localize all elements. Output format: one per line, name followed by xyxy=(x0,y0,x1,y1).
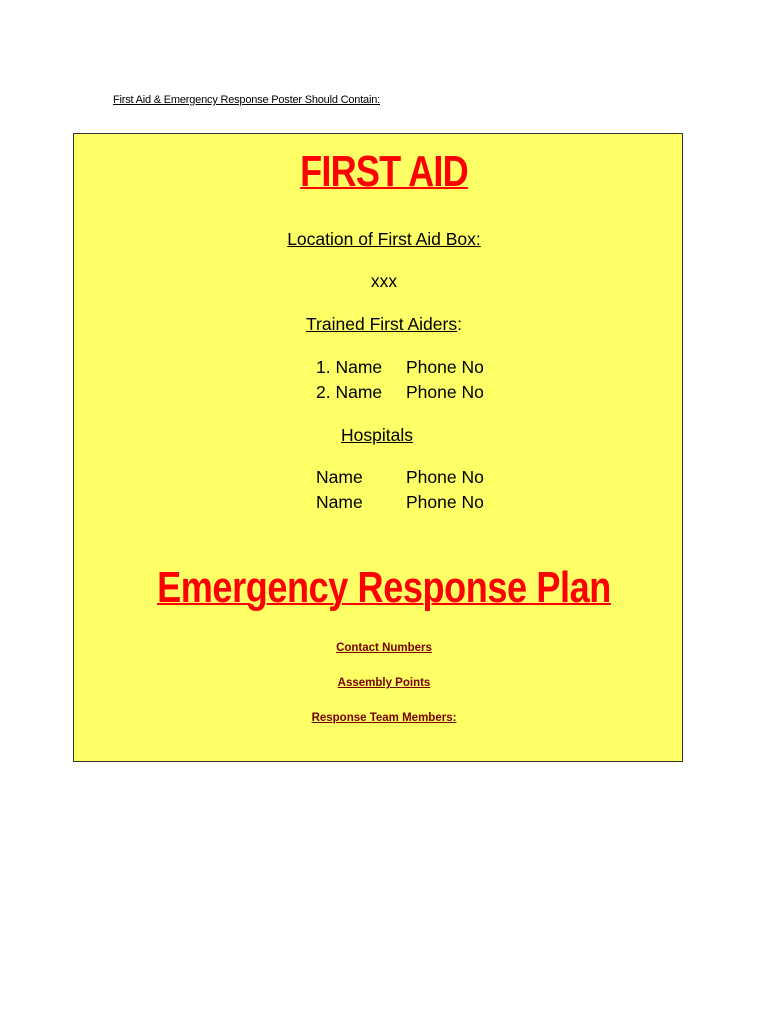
first-aid-title: FIRST AID xyxy=(300,147,468,196)
hospital-name-2: Name xyxy=(316,492,363,512)
first-aid-box-location-label: Location of First Aid Box: xyxy=(287,229,481,249)
hospital-phone-2: Phone No xyxy=(406,492,484,512)
first-aider-phone-2: Phone No xyxy=(406,382,484,402)
trained-first-aiders-colon: : xyxy=(457,314,462,334)
first-aider-phone-1: Phone No xyxy=(406,357,484,377)
first-aider-name-1: 1. Name xyxy=(316,357,383,377)
intro-heading: First Aid & Emergency Response Poster Should Contain: xyxy=(113,94,380,106)
hospital-name-1: Name xyxy=(316,467,363,487)
trained-first-aiders-label: Trained First Aiders xyxy=(306,314,458,334)
assembly-points-item: Assembly Points xyxy=(337,677,431,689)
first-aid-poster xyxy=(73,133,683,762)
first-aid-box-location-value: xxx xyxy=(370,271,398,291)
emergency-response-plan-title: Emergency Response Plan xyxy=(157,563,611,612)
hospital-phone-1: Phone No xyxy=(406,467,484,487)
contact-numbers-item: Contact Numbers xyxy=(336,642,432,654)
trained-first-aiders-heading xyxy=(0,314,768,335)
hospitals-label: Hospitals xyxy=(341,425,413,445)
response-team-members-item: Response Team Members: xyxy=(311,712,457,724)
first-aider-name-2: 2. Name xyxy=(316,382,383,402)
